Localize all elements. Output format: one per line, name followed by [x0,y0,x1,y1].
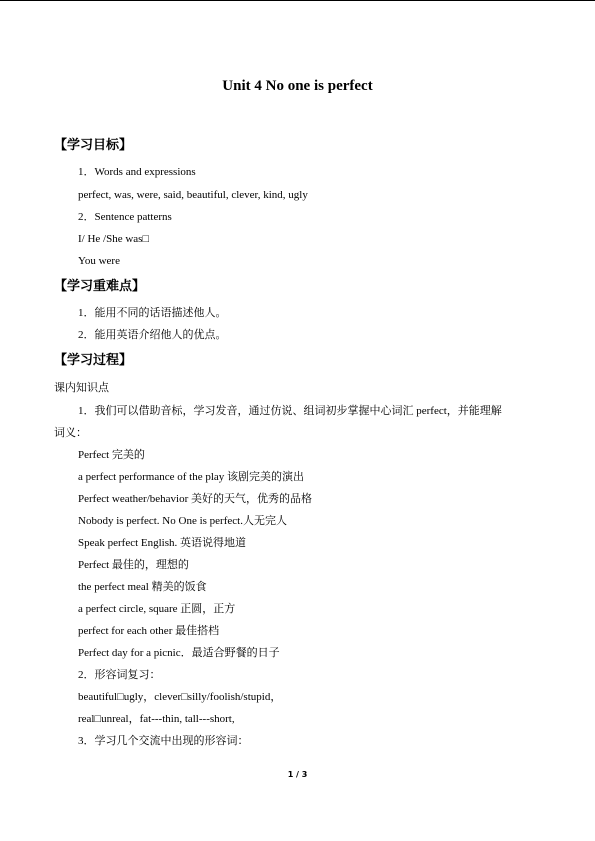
process-line-9: perfect for each other 最佳搭档 [78,625,220,637]
goals-line-1: 1．Words and expressions [78,166,196,178]
process-line-1: Perfect 完美的 [78,449,145,461]
process-intro: 课内知识点 [54,382,109,394]
process-para1-line2: 词义： [54,427,87,439]
process-line-3: Perfect weather/behavior 美好的天气，优秀的品格 [78,493,312,505]
key-points-line-1: 1．能用不同的话语描述他人。 [78,307,227,319]
goals-line-5: You were [78,255,120,267]
page-number: 1 / 3 [287,770,308,779]
page-title: Unit 4 No one is perfect [222,78,373,94]
process-line-11: 2．形容词复习： [78,669,161,681]
key-points-line-2: 2．能用英语介绍他人的优点。 [78,329,227,341]
process-para1-line1: 1．我们可以借助音标，学习发音，通过仿说、组词初步掌握中心词汇 perfect，并能理解 [78,405,502,417]
goals-line-3: 2．Sentence patterns [78,211,172,223]
process-line-10: Perfect day for a picnic．最适合野餐的日子 [78,647,280,659]
goals-line-4: I/ He /She was□ [78,233,150,245]
process-line-12: beautiful□ugly，clever□silly/foolish/stupid， [78,691,282,703]
process-line-13: real□unreal，fat---thin, tall---short, [78,713,235,725]
section-heading-key-points: 【学习重难点】 [54,279,146,294]
process-line-2: a perfect performance of the play 该剧完美的演出 [78,471,305,483]
process-line-5: Speak perfect English. 英语说得地道 [78,537,247,549]
goals-line-2: perfect, was, were, said, beautiful, clever, kind, ugly [78,189,308,201]
process-line-4: Nobody is perfect. No One is perfect.人无完人 [78,515,287,527]
process-line-6: Perfect 最佳的，理想的 [78,559,189,571]
process-line-7: the perfect meal 精美的饭食 [78,581,207,593]
process-line-14: 3．学习几个交流中出现的形容词： [78,735,249,747]
process-line-8: a perfect circle, square 正圆，正方 [78,603,236,615]
section-heading-goals: 【学习目标】 [54,138,133,153]
section-heading-process: 【学习过程】 [54,353,133,368]
